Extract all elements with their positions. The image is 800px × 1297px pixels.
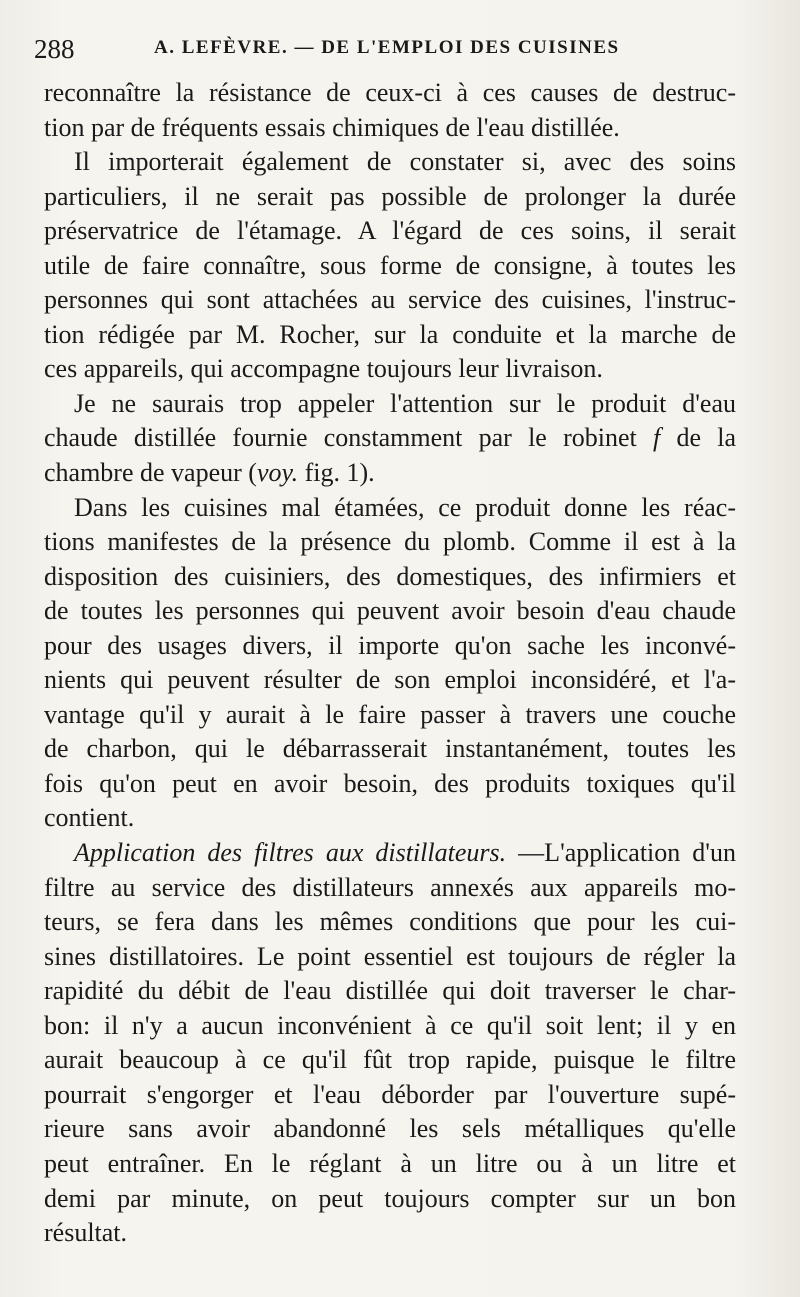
section-heading: Application des filtres aux distillateurs. [74, 838, 507, 868]
text-line: bon: il n'y a aucun inconvénient à ce qu'il soit lent; il y en [44, 1010, 736, 1040]
text-line: tions manifestes de la présence du plomb. Comme il est à la [44, 527, 736, 557]
text-line: utile de faire connaître, sous forme de consigne, à toutes les [44, 250, 736, 280]
text-line: rieure sans avoir abandonné les sels métalliques qu'elle [44, 1114, 736, 1144]
text-line-with-italic [44, 456, 736, 491]
text-line: demi par minute, on peut toujours compter sur un bon [44, 1183, 736, 1213]
paragraph-first-line: Dans les cuisines mal étamées, ce produit donne les réac- [74, 492, 736, 522]
text-line: contient. [44, 803, 135, 833]
line-segment: chaude distillée fournie constamment par le robinet [44, 423, 653, 453]
paragraph-first-line: Je ne saurais trop appeler l'attention sur le produit d'eau [74, 388, 736, 418]
text-line: vantage qu'il y aurait à le faire passer à travers une couche [44, 699, 736, 729]
text-line: teurs, se fera dans les mêmes conditions que pour les cui- [44, 907, 736, 937]
text-line: filtre au service des distillateurs annexés aux appareils mo- [44, 872, 736, 902]
text-line: tion rédigée par M. Rocher, sur la conduite et la marche de [44, 319, 736, 349]
text-line: particuliers, il ne serait pas possible de prolonger la durée [44, 181, 736, 211]
italic-segment: f [652, 423, 661, 453]
text-line-with-italic [44, 421, 736, 456]
text-line: ces appareils, qui accompagne toujours leur livraison. [44, 354, 603, 384]
text-line: sines distillatoires. Le point essentiel est toujours de régler la [44, 941, 736, 971]
text-line: préservatrice de l'étamage. A l'égard de ces soins, il serait [44, 216, 736, 246]
body-text [44, 76, 736, 1251]
text-line: pourrait s'engorger et l'eau déborder par l'ouverture supé- [44, 1079, 736, 1109]
text-line: peut entraîner. En le réglant à un litre ou à un litre et [44, 1148, 736, 1178]
text-line: aurait beaucoup à ce qu'il fût trop rapide, puisque le filtre [44, 1045, 736, 1075]
running-title: A. LEFÈVRE. — DE L'EMPLOI DES CUISINES [154, 37, 620, 58]
text-line: disposition des cuisiniers, des domestiques, des infirmiers et [44, 561, 736, 591]
italic-segment: voy. [256, 458, 299, 488]
text-line: fois qu'on peut en avoir besoin, des produits toxiques qu'il [44, 768, 736, 798]
page-number: 288 [34, 34, 75, 64]
paragraph-first-line: Il importerait également de constater si, avec des soins [74, 147, 736, 177]
text-line: nients qui peuvent résulter de son emploi inconsidéré, et l'a- [44, 665, 736, 695]
text-line: pour des usages divers, il importe qu'on sache les inconvé- [44, 630, 736, 660]
text-line: rapidité du débit de l'eau distillée qui doit traverser le char- [44, 976, 736, 1006]
line-segment: —L'application d'un [506, 838, 736, 868]
text-line: tion par de fréquents essais chimiques de l'eau distillée. [44, 112, 620, 142]
text-line: de toutes les personnes qui peuvent avoir besoin d'eau chaude [44, 596, 736, 626]
text-line: de charbon, qui le débarrasserait instantanément, toutes les [44, 734, 736, 764]
line-segment: de la [660, 423, 736, 453]
text-line: reconnaître la résistance de ceux-ci à ces causes de destruc- [44, 78, 736, 107]
line-segment: fig. 1). [298, 458, 375, 488]
text-line: personnes qui sont attachées au service des cuisines, l'instruc- [44, 285, 736, 315]
section-heading-line [44, 836, 736, 871]
text-line: résultat. [44, 1218, 128, 1248]
page-header [34, 34, 774, 66]
line-segment: chambre de vapeur ( [44, 458, 257, 488]
